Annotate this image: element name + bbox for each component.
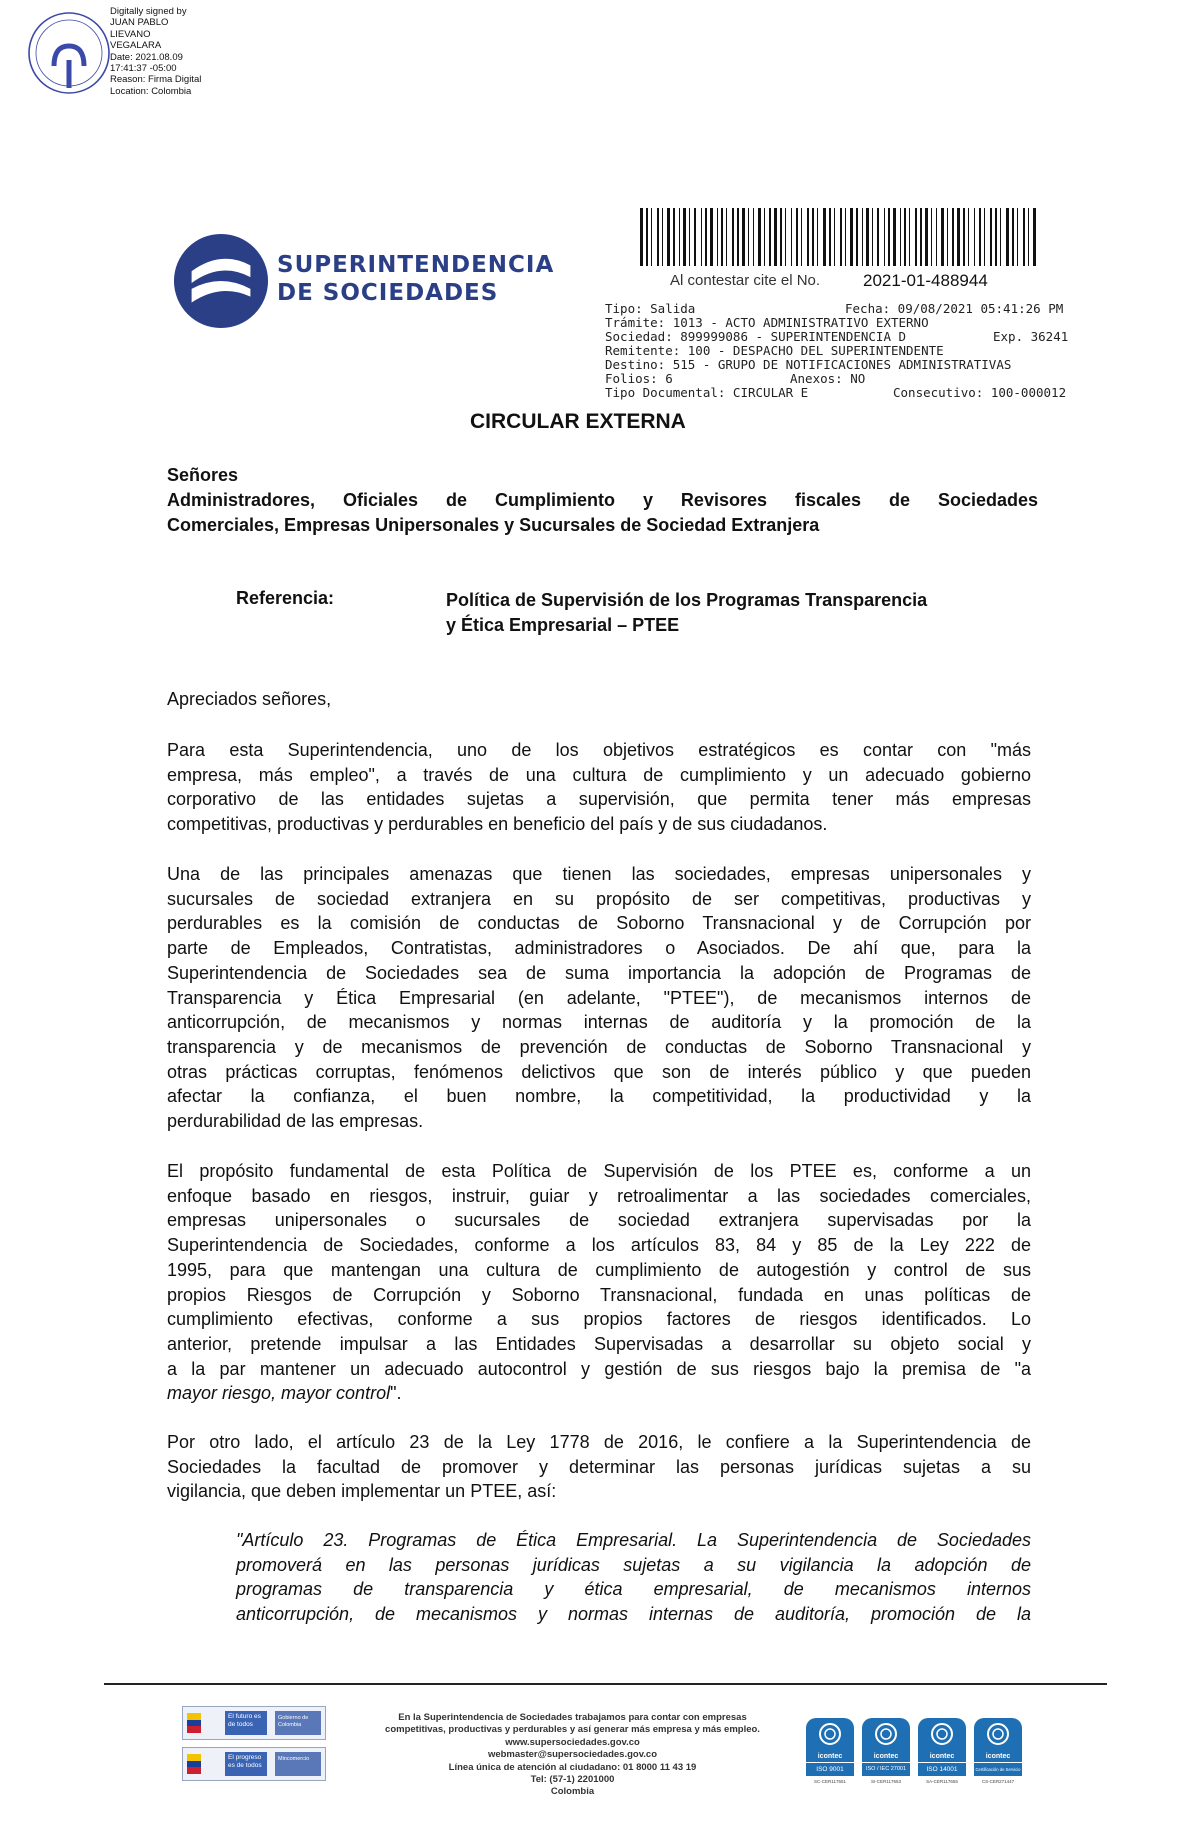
barcode-bar xyxy=(791,208,792,266)
gov-entity: Mincomercio xyxy=(275,1752,321,1776)
barcode-bar xyxy=(657,208,659,266)
logo-line-1: SUPERINTENDENCIA xyxy=(277,252,555,278)
paragraph-line: 1995, para que mantengan una cultura de cumplimiento de autogestión y control de sus xyxy=(167,1259,1031,1280)
footer-line: Colombia xyxy=(550,1786,595,1798)
barcode-bar xyxy=(990,208,992,266)
barcode-bar xyxy=(931,208,932,266)
barcode-bar xyxy=(974,208,975,266)
footer-divider xyxy=(104,1683,1107,1685)
barcode-bar xyxy=(963,208,965,266)
barcode-bar xyxy=(1023,208,1025,266)
signature-line: 17:41:37 -05:00 xyxy=(110,63,177,75)
barcode-bar xyxy=(840,208,842,266)
barcode-bar xyxy=(1017,208,1018,266)
barcode-bar xyxy=(920,208,922,266)
barcode-bar xyxy=(1028,208,1029,266)
signature-line: VEGALARA xyxy=(110,40,162,52)
barcode-bar xyxy=(764,208,765,266)
gov-slogan: El progreso es de todos xyxy=(225,1752,267,1776)
certification-badge xyxy=(806,1718,854,1788)
quote-line: programas de transparencia y ética empresarial, de mecanismos internos xyxy=(236,1579,1031,1600)
reference-label: Referencia: xyxy=(236,588,335,608)
paragraph-line: Por otro lado, el artículo 23 de la Ley 1778 de 2016, le confiere a la Superintendencia de xyxy=(167,1432,1031,1452)
paragraph-line: anticorrupción, de mecanismos y normas internas de auditoría y la promoción de la xyxy=(167,1012,1031,1033)
barcode-bar xyxy=(984,208,985,266)
recipients-line: Comerciales, Empresas Unipersonales y Sucursales de Sociedad Extranjera xyxy=(167,515,820,535)
page-title: CIRCULAR EXTERNA xyxy=(470,410,686,433)
digital-signature-text xyxy=(110,6,201,97)
footer-website-link[interactable]: www.supersociedades.gov.co xyxy=(505,1736,640,1748)
signature-line: Reason: Firma Digital xyxy=(110,74,202,86)
paragraph-line: Para esta Superintendencia, uno de los objetivos estratégicos es contar con "más xyxy=(167,740,1031,760)
barcode-bar xyxy=(732,208,734,266)
barcode-bar xyxy=(646,208,648,266)
salutation: Señores xyxy=(167,465,239,485)
quote-end-punct: ". xyxy=(390,1383,402,1404)
cert-standard: Certificación de Servicio xyxy=(974,1762,1022,1776)
icontec-icon xyxy=(918,1718,966,1748)
radicado-destino: Destino: 515 - GRUPO DE NOTIFICACIONES ADMINISTRATIVAS xyxy=(605,357,1012,372)
cert-code: SC-CER117651 xyxy=(814,1779,846,1784)
recipients-line: Administradores, Oficiales de Cumplimiento y Revisores fiscales de Sociedades xyxy=(167,490,1038,510)
signature-line: Digitally signed by xyxy=(110,6,187,17)
barcode-bar xyxy=(823,208,826,266)
paragraph-2 xyxy=(167,862,1031,1134)
paragraph-line: Superintendencia de Sociedades sea de suma importancia la adopción de Programas de xyxy=(167,962,1031,983)
paragraph-line: corporativo de las entidades sujetas a supervisión, que permita tener más empresas xyxy=(167,789,1031,810)
certification-badge xyxy=(974,1718,1022,1788)
paragraph-line: propios Riesgos de Corrupción y Soborno Transnacional, fundada en unas políticas de xyxy=(167,1284,1031,1305)
colombia-coat-of-arms-icon xyxy=(187,1754,201,1774)
barcode-bar xyxy=(877,208,879,266)
barcode-bar xyxy=(1033,208,1036,266)
barcode-bar xyxy=(850,208,853,266)
footer-line: Línea única de atención al ciudadano: 01 8000 11 43 19 xyxy=(448,1761,697,1773)
radicado-remitente: Remitente: 100 - DESPACHO DEL SUPERINTENDENTE xyxy=(605,343,944,358)
barcode-bar xyxy=(862,208,863,266)
barcode-bar xyxy=(947,208,948,266)
barcode-bar xyxy=(717,208,718,266)
signature-line: Location: Colombia xyxy=(110,85,192,97)
digital-signature-seal-icon xyxy=(24,8,114,98)
law-quote xyxy=(236,1528,1031,1627)
radicado-anexos: Anexos: NO xyxy=(790,371,866,386)
barcode-bar xyxy=(807,208,809,266)
cert-standard: ISO 14001 xyxy=(918,1762,966,1776)
icontec-icon xyxy=(806,1718,854,1748)
barcode-bar xyxy=(829,208,831,266)
barcode-bar xyxy=(694,208,696,266)
barcode-bar xyxy=(845,208,846,266)
cert-label: icontec xyxy=(929,1753,955,1760)
signature-line: LIEVANO xyxy=(110,28,151,40)
barcode-bar xyxy=(721,208,723,266)
barcode-bar xyxy=(683,208,686,266)
paragraph-4 xyxy=(167,1430,1031,1504)
quote-line: "Artículo 23. Programas de Ética Empresarial. La Superintendencia de Sociedades xyxy=(236,1530,1031,1550)
barcode-bar xyxy=(979,208,981,266)
reference-text xyxy=(446,588,1038,638)
paragraph-line: a la par mantener un adecuado autocontrol y gestión de sus riesgos bajo la premisa de "a xyxy=(167,1358,1031,1379)
paragraph-line: perdurables es la comisión de conductas de Soborno Transnacional y de Corrupción por xyxy=(167,913,1031,934)
certification-badge xyxy=(862,1718,910,1788)
barcode-bar xyxy=(705,208,707,266)
barcode-bar xyxy=(742,208,745,266)
radicado-tipo-documental: Tipo Documental: CIRCULAR E xyxy=(605,385,809,400)
barcode-bar xyxy=(662,208,663,266)
cert-label: icontec xyxy=(873,1753,899,1760)
recipients xyxy=(167,488,1038,538)
barcode-bar xyxy=(780,208,782,266)
paragraph-line: vigilancia, que deben implementar un PTEE, así: xyxy=(167,1481,557,1502)
paragraph-1 xyxy=(167,738,1031,837)
footer-line: competitivas, productivas y perdurables y así generar más empresa y más empleo. xyxy=(385,1724,760,1736)
cert-code: SI-CER117653 xyxy=(871,1779,901,1784)
barcode-bar xyxy=(872,208,873,266)
signature-line: Date: 2021.08.09 xyxy=(110,51,183,63)
paragraph-line: sucursales de sociedad extranjera en su propósito de ser competitivas, productivas y xyxy=(167,888,1031,909)
barcode-bar xyxy=(834,208,835,266)
barcode-bar xyxy=(769,208,771,266)
paragraph-line: El propósito fundamental de esta Política de Supervisión de los PTEE es, conforme a un xyxy=(167,1161,1031,1181)
radicado-tramite: Trámite: 1013 - ACTO ADMINISTRATIVO EXTERNO xyxy=(605,315,929,330)
barcode-bar xyxy=(785,208,786,266)
paragraph-line: empresas unipersonales o sucursales de sociedad extranjera supervisadas por la xyxy=(167,1210,1031,1231)
paragraph-line: parte de Empleados, Contratistas, administradores o Asociados. De ahí que, para la xyxy=(167,938,1031,959)
paragraph-line: Transparencia y Ética Empresarial (en adelante, "PTEE"), de mecanismos internos de xyxy=(167,987,1031,1008)
footer-email-link[interactable]: webmaster@supersociedades.gov.co xyxy=(487,1749,658,1761)
icontec-icon xyxy=(862,1718,910,1748)
radicado-sociedad: Sociedad: 899999086 - SUPERINTENDENCIA D xyxy=(605,329,907,344)
cite-label: Al contestar cite el No. xyxy=(670,272,821,289)
supersociedades-logo-icon xyxy=(172,232,270,330)
barcode-bar xyxy=(915,208,917,266)
barcode-bar xyxy=(796,208,798,266)
quote-line: promoverá en las personas jurídicas sujetas a su vigilancia la adopción de xyxy=(236,1554,1031,1575)
gov-entity: Gobierno de Colombia xyxy=(275,1711,321,1735)
paragraph-line: perdurabilidad de las empresas. xyxy=(167,1111,424,1132)
paragraph-line: otras prácticas corruptas, fenómenos delictivos que son de interés público y que pueden xyxy=(167,1061,1031,1082)
icontec-icon xyxy=(974,1718,1022,1748)
barcode-bar xyxy=(812,208,814,266)
barcode-bar xyxy=(758,208,761,266)
barcode-bar xyxy=(866,208,869,266)
radicado-folios: Folios: 6 xyxy=(605,371,673,386)
gov-badge xyxy=(182,1747,326,1781)
barcode-bar xyxy=(1006,208,1009,266)
cert-code: CS-CER271447 xyxy=(981,1779,1015,1784)
barcode-bar xyxy=(679,208,680,266)
barcode-bar xyxy=(726,208,727,266)
barcode-bar xyxy=(884,208,885,266)
cert-label: icontec xyxy=(817,1753,843,1760)
radicado-number: 2021-01-488944 xyxy=(863,271,988,290)
paragraph-line: enfoque basado en riesgos, instruir, guiar y retroalimentar a las sociedades comerciales, xyxy=(167,1185,1031,1206)
footer-line: En la Superintendencia de Sociedades trabajamos para contar con empresas xyxy=(398,1712,747,1723)
paragraph-line: afectar la confianza, el buen nombre, la competitividad, la productividad y la xyxy=(167,1086,1031,1107)
reference-line: y Ética Empresarial – PTEE xyxy=(446,615,680,635)
barcode-bar xyxy=(936,208,937,266)
paragraph-line: cumplimiento efectivas, conforme a sus propios factores de riesgos identificados. Lo xyxy=(167,1309,1031,1330)
barcode-bar xyxy=(909,208,910,266)
barcode-bar xyxy=(817,208,818,266)
radicado-tipo: Tipo: Salida xyxy=(605,301,696,316)
barcode-bar xyxy=(968,208,969,266)
barcode-bar xyxy=(640,208,643,266)
cert-label: icontec xyxy=(985,1753,1011,1760)
paragraph-line: Una de las principales amenazas que tienen las sociedades, empresas unipersonales y xyxy=(167,864,1031,884)
barcode-bar xyxy=(689,208,690,266)
paragraph-line: empresa, más empleo", a través de una cultura de cumplimiento y un adecuado gobierno xyxy=(167,764,1031,785)
colombia-coat-of-arms-icon xyxy=(187,1713,201,1733)
certification-badge xyxy=(918,1718,966,1788)
footer-contact xyxy=(345,1712,800,1799)
cert-standard: ISO 9001 xyxy=(806,1762,854,1776)
barcode-bar xyxy=(957,208,960,266)
barcode-bar xyxy=(753,208,754,266)
barcode-bar xyxy=(925,208,928,266)
signature-line: JUAN PABLO xyxy=(110,17,169,29)
barcode-bar xyxy=(952,208,954,266)
barcode-bar xyxy=(667,208,670,266)
paragraph-line: anterior, pretende impulsar a las Entidades Supervisadas a desarrollar su objeto social y xyxy=(167,1333,1031,1354)
paragraph-line: Sociedades la facultad de promover y determinar las personas jurídicas sujetas a su xyxy=(167,1456,1031,1477)
cert-code: SA-CER117655 xyxy=(926,1779,958,1784)
gov-slogan: El futuro es de todos xyxy=(225,1711,267,1735)
quote-end-italic: mayor riesgo, mayor control xyxy=(167,1383,391,1404)
paragraph-line: transparencia y de mecanismos de prevención de conductas de Soborno Transnacional y xyxy=(167,1036,1031,1057)
radicado-fecha: Fecha: 09/08/2021 05:41:26 PM xyxy=(845,301,1064,316)
cert-standard: ISO / IEC 27001 xyxy=(862,1762,910,1776)
paragraph-line xyxy=(167,1381,1031,1406)
gov-badge xyxy=(182,1706,326,1740)
barcode-bar xyxy=(748,208,749,266)
barcode-icon xyxy=(638,208,1038,266)
barcode-bar xyxy=(893,208,896,266)
barcode-bar xyxy=(941,208,944,266)
barcode-bar xyxy=(651,208,652,266)
radicado-exp: Exp. 36241 xyxy=(993,329,1069,344)
barcode-bar xyxy=(774,208,777,266)
paragraph-line: competitivas, productivas y perdurables en beneficio del país y de sus ciudadanos. xyxy=(167,814,828,835)
barcode-bar xyxy=(701,208,702,266)
barcode-bar xyxy=(900,208,901,266)
barcode-bar xyxy=(710,208,713,266)
barcode-bar xyxy=(1012,208,1014,266)
barcode-bar xyxy=(801,208,802,266)
barcode-bar xyxy=(904,208,906,266)
logo-line-2: DE SOCIEDADES xyxy=(277,280,499,306)
greeting: Apreciados señores, xyxy=(167,689,332,709)
quote-line: anticorrupción, de mecanismos y normas internas de auditoría, promoción de la xyxy=(236,1604,1031,1625)
footer-line: Tel: (57-1) 2201000 xyxy=(530,1774,615,1786)
barcode-bar xyxy=(737,208,739,266)
barcode-bar xyxy=(888,208,890,266)
barcode-bar xyxy=(673,208,675,266)
barcode-bar xyxy=(995,208,997,266)
paragraph-line: Superintendencia de Sociedades, conforme a los artículos 83, 84 y 85 de la Ley 222 de xyxy=(167,1235,1031,1256)
radicado-consecutivo: Consecutivo: 100-000012 xyxy=(893,385,1067,400)
paragraph-3 xyxy=(167,1159,1031,1406)
barcode-bar xyxy=(856,208,858,266)
reference-line: Política de Supervisión de los Programas Transparencia xyxy=(446,590,928,610)
barcode-bar xyxy=(1000,208,1001,266)
